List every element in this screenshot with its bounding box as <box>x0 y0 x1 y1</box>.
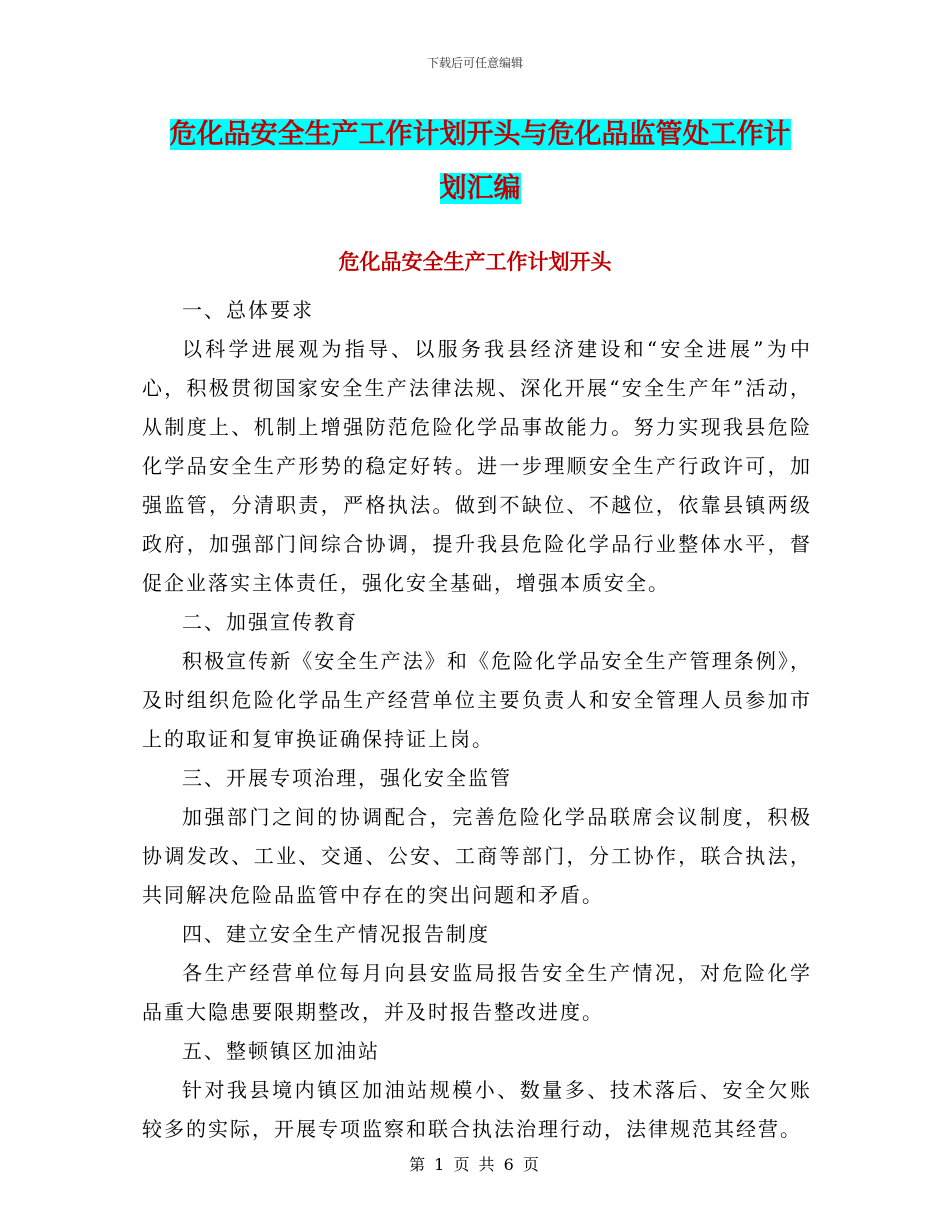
document-body <box>142 291 812 1149</box>
section-title: 危化品安全生产工作计划开头 <box>338 250 612 274</box>
paragraph-gas-stations: 针对我县境内镇区加油站规模小、数量多、技术落后、安全欠账较多的实际，开展专项监察和联合执法治理行动，法律规范其经营。 <box>142 1078 812 1141</box>
heading-gas-stations: 五、整顿镇区加油站 <box>182 1039 380 1063</box>
paragraph-publicity-education: 积极宣传新《安全生产法》和《危险化学品安全生产管理条例》，及时组织危险化学品生产经营单位主要负责人和安全管理人员参加市上的取证和复审换证确保持证上岗。 <box>142 649 812 751</box>
paragraph-special-governance: 加强部门之间的协调配合，完善危险化学品联席会议制度，积极协调发改、工业、交通、公安、工商等部门，分工协作，联合执法，共同解决危险品监管中存在的突出问题和矛盾。 <box>142 805 812 907</box>
heading-overall-requirements: 一、总体要求 <box>182 298 314 322</box>
heading-reporting-system: 四、建立安全生产情况报告制度 <box>182 922 490 946</box>
paragraph-reporting-system: 各生产经营单位每月向县安监局报告安全生产情况，对危险化学品重大隐患要限期整改，并及时报告整改进度。 <box>142 961 812 1024</box>
page-number: 第 1 页 共 6 页 <box>409 1155 541 1174</box>
document-title <box>150 108 810 216</box>
document-title-line1: 危化品安全生产工作计划开头与危化品监管处工作计 <box>169 119 791 150</box>
heading-publicity-education: 二、加强宣传教育 <box>182 610 358 634</box>
header-note: 下载后可任意编辑 <box>426 56 523 70</box>
document-title-line2: 划汇编 <box>439 173 521 204</box>
paragraph-overall-requirements: 以科学进展观为指导、以服务我县经济建设和“安全进展”为中心，积极贯彻国家安全生产法律法规、深化开展“安全生产年”活动，从制度上、机制上增强防范危险化学品事故能力。努力实现我县危险化学品安全生产形势的稳定好转。进一步理顺安全生产行政许可，加强监管，分清职责，严格执法。做到不缺位、不越位，依靠县镇两级政府，加强部门间综合协调，提升我县危险化学品行业整体水平，督促企业落实主体责任，强化安全基础，增强本质安全。 <box>142 337 812 595</box>
heading-special-governance: 三、开展专项治理，强化安全监管 <box>182 766 512 790</box>
